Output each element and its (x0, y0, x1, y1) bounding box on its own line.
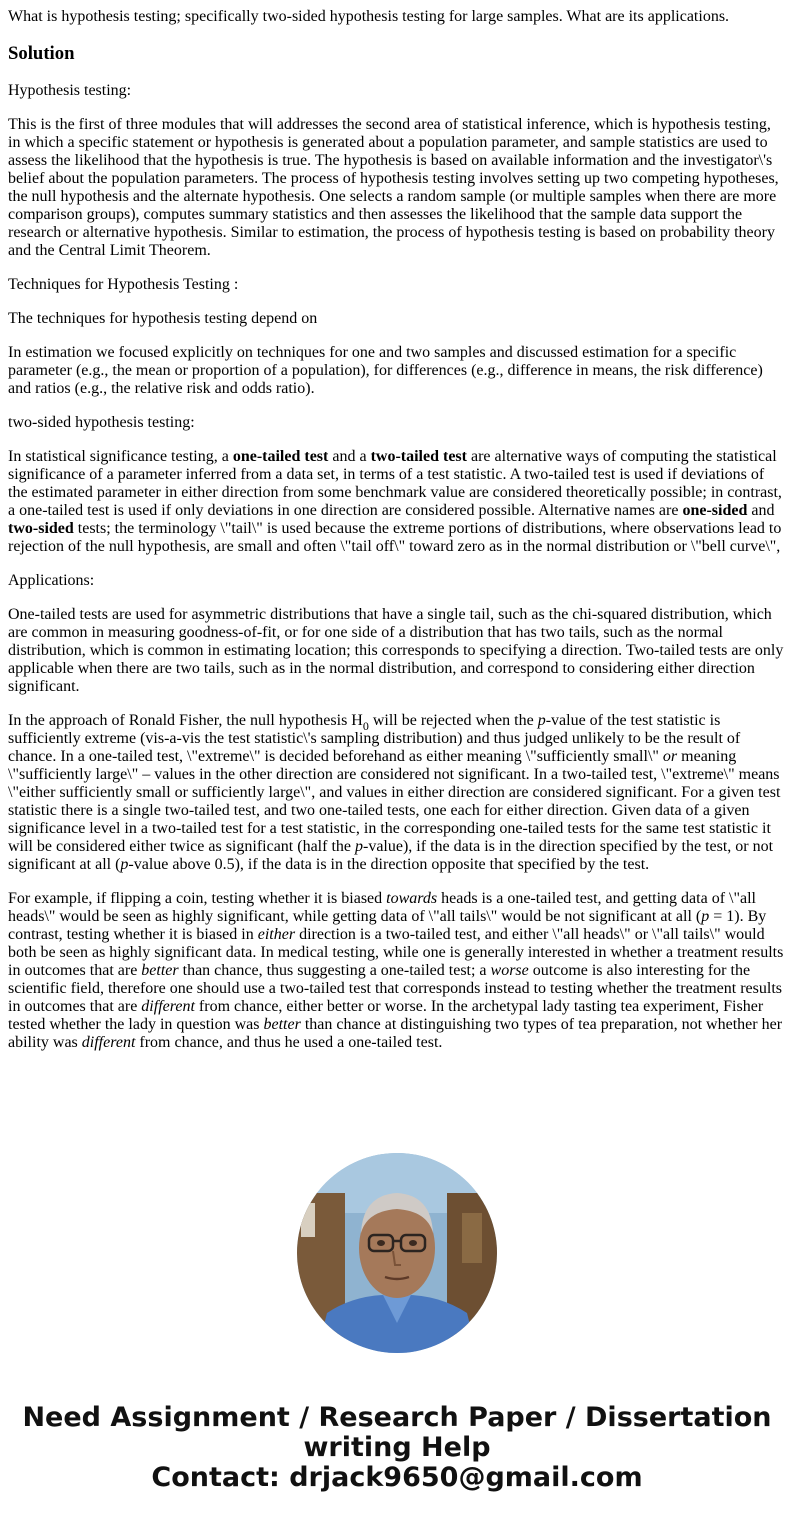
text-run: outcome is also interesting for the scientific field, therefore one should use a two-tailed test that corresponds instead to testing whether the treatment results in outcomes that are (8, 962, 782, 1015)
text-run: In statistical significance testing, a (8, 448, 233, 465)
italic-term: p (354, 838, 363, 855)
text-run: direction is a two-tailed test, and either \"all heads\" or \"all tails\" would both be seen as highly significant data. In medical testing, while one is generally interested in whether a treatment results in outcomes that are (8, 926, 784, 979)
italic-term: better (141, 962, 179, 979)
text-run: will be rejected when the (368, 712, 538, 729)
italic-term: better (263, 1016, 301, 1033)
italic-term: p (701, 908, 710, 925)
bold-term: two-sided (8, 520, 74, 537)
text-run: than chance, thus suggesting a one-tailed test; a (178, 962, 491, 979)
help-footer (0, 1403, 794, 1493)
hypothesis-testing-paragraph: This is the first of three modules that will addresses the second area of statistical inference, which is hypothesis testing, in which a specific statement or hypothesis is generated about a population parameter, and sample statistics are used to assess the likelihood that the hypothesis is true. The hypothesis is based on available information and the investigator\'s belief about the population parameters. The process of hypothesis testing involves setting up two competing hypotheses, the null hypothesis and the alternate hypothesis. One selects a random sample (or multiple samples when there are more comparison groups), computes summary statistics and then assesses the likelihood that the sample data support the research or alternative hypothesis. Similar to estimation, the process of hypothesis testing is based on probability theory and the Central Limit Theorem. (8, 116, 779, 259)
fisher-paragraph (8, 712, 786, 874)
italic-term: worse (490, 962, 529, 979)
bold-term: one-tailed test (232, 448, 329, 465)
italic-term: different (81, 1034, 136, 1051)
solution-heading: Solution (8, 43, 75, 64)
text-run: -value of the test statistic is sufficiently extreme (vis-a-vis the test statistic\'s sampling distribution) and thus judged unlikely to be the result of chance. In a one-tailed test, \"extreme\" is decided beforehand as either meaning \"sufficiently small\" (8, 712, 741, 765)
two-sided-heading: two-sided hypothesis testing: (8, 414, 195, 431)
bold-term: two-tailed test (370, 448, 467, 465)
text-run: -value), if the data is in the direction specified by the test, or not significant at all ( (8, 838, 774, 873)
question-text: What is hypothesis testing; specifically two-sided hypothesis testing for large samples. What are its applications. (8, 8, 730, 25)
text-run: -value above 0.5), if the data is in the direction opposite that specified by the test. (128, 856, 650, 873)
text-run: heads is a one-tailed test, and getting data of \"all heads\" would be seen as highly significant, while getting data of \"all tails\" would be not significant at all ( (8, 890, 756, 925)
tutor-avatar (297, 1153, 497, 1353)
text-run: from chance, either better or worse. In the archetypal lady tasting tea experiment, Fisher tested whether the lady in question was (8, 998, 764, 1033)
italic-term: different (141, 998, 195, 1015)
text-run: are alternative ways of computing the statistical significance of a parameter inferred from a data set, in terms of a test statistic. A two-tailed test is used if deviations of the estimated parameter in either direction from some benchmark value are considered theoretically possible; in contrast, a one-tailed test is used if only deviations in one direction are considered possible. Alternative names are (8, 448, 782, 519)
text-run: meaning \"sufficiently large\" – values in the other direction are considered not significant. In a two-tailed test, \"extreme\" means \"either sufficiently small or sufficiently large\", and values in either direction are considered significant. For a given test statistic there is a single two-tailed test, and two one-tailed tests, one each for either direction. Given data of a given significance level in a two-tailed test for a test statistic, in the corresponding one-tailed tests for the same test statistic it will be considered either twice as significant (half the (8, 748, 781, 855)
text-run: and a (328, 448, 371, 465)
hypothesis-testing-heading: Hypothesis testing: (8, 82, 132, 99)
text-run: and (747, 502, 775, 519)
techniques-heading: Techniques for Hypothesis Testing : (8, 276, 239, 293)
text-run: tests; the terminology \"tail\" is used because the extreme portions of distributions, where observations lead to rejection of the null hypothesis, are small and often \"tail off\" toward zero as in the normal distribution or \"bell curve\", (8, 520, 782, 555)
contact-email: Contact: drjack9650@gmail.com (151, 1462, 643, 1493)
coin-example-paragraph (8, 890, 786, 1052)
italic-term: towards (386, 890, 438, 907)
text-run: than chance at distinguishing two types of tea preparation, not whether her ability was (8, 1016, 783, 1051)
italic-term: p (120, 856, 129, 873)
italic-term: either (257, 926, 296, 943)
text-run: = 1). By contrast, testing whether it is biased in (8, 908, 767, 943)
solution-content (8, 8, 786, 1068)
two-sided-paragraph (8, 448, 786, 556)
applications-paragraph: One-tailed tests are used for asymmetric distributions that have a single tail, such as the chi-squared distribution, which are common in measuring goodness-of-fit, or for one side of a distribution that has two tails, such as the normal distribution, which is common in estimating location; this corresponds to specifying a direction. Two-tailed tests are only applicable when there are two tails, such as in the normal distribution, and correspond to considering either direction significant. (8, 606, 784, 695)
applications-heading: Applications: (8, 572, 95, 589)
bold-term: one-sided (682, 502, 748, 519)
italic-term: or (662, 748, 678, 765)
italic-term: p (537, 712, 546, 729)
text-run: from chance, and thus he used a one-tailed test. (135, 1034, 443, 1051)
help-banner-text: Need Assignment / Research Paper / Dissertation writing Help (22, 1402, 772, 1463)
text-run: For example, if flipping a coin, testing whether it is biased (8, 890, 387, 907)
text-run: In the approach of Ronald Fisher, the null hypothesis H (8, 712, 363, 729)
estimation-paragraph: In estimation we focused explicitly on techniques for one and two samples and discussed estimation for a specific parameter (e.g., the mean or proportion of a population), for differences (e.g., difference in means, the risk difference) and ratios (e.g., the relative risk and odds ratio). (8, 344, 763, 397)
portrait-image (297, 1153, 497, 1353)
subscript: 0 (362, 719, 369, 733)
techniques-line: The techniques for hypothesis testing depend on (8, 310, 318, 327)
